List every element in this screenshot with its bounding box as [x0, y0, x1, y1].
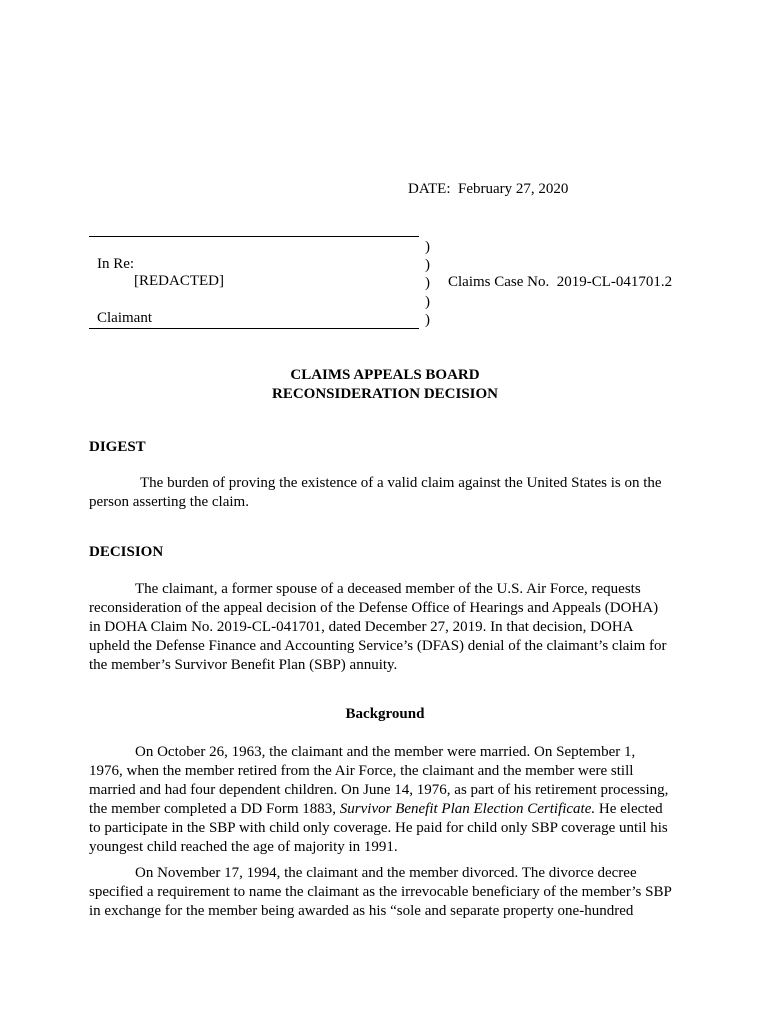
caption-top-rule [89, 236, 419, 237]
background-heading: Background [345, 706, 425, 722]
caption-paren: ) [425, 239, 430, 255]
caption-paren-column [425, 238, 437, 329]
party-role: Claimant [97, 310, 152, 326]
background-line: On October 26, 1963, the claimant and the member were married. On September 1, [135, 744, 636, 760]
background-line: 1976, when the member retired from the Air Force, the claimant and the member were still [89, 763, 634, 779]
case-label: Claims Case No. [448, 274, 550, 290]
line-text: He elected [595, 801, 663, 817]
line-text: the member completed a DD Form 1883, [89, 801, 340, 817]
caption-paren: ) [425, 275, 430, 292]
background-line: youngest child reached the age of majority in 1991. [89, 839, 398, 855]
digest-paragraph [89, 474, 689, 512]
form-title: Survivor Benefit Plan Election Certificate. [339, 801, 596, 817]
title-line-1: CLAIMS APPEALS BOARD [290, 367, 480, 383]
decision-paragraph [89, 580, 689, 675]
title-line-2: RECONSIDERATION DECISION [271, 386, 499, 402]
caption-paren: ) [425, 257, 430, 274]
decision-line: upheld the Defense Finance and Accounting Service’s (DFAS) denial of the claimant’s claim for [89, 638, 667, 654]
decision-date [408, 181, 568, 198]
background-paragraph-1 [89, 743, 689, 857]
digest-line: The burden of proving the existence of a valid claim against the United States is on the [140, 475, 662, 491]
claims-case-number [448, 274, 672, 291]
background-line: to participate in the SBP with child only coverage. He paid for child only SBP coverage until his [89, 820, 668, 836]
decision-heading: DECISION [89, 544, 164, 560]
decision-line: The claimant, a former spouse of a deceased member of the U.S. Air Force, requests [135, 581, 641, 597]
digest-heading: DIGEST [89, 439, 146, 455]
caption-paren: ) [425, 311, 430, 328]
in-re-label: In Re: [97, 256, 135, 272]
background-paragraph-2 [89, 864, 689, 921]
background-line: specified a requirement to name the claimant as the irrevocable beneficiary of the member’s SBP [89, 884, 672, 900]
caption-bottom-rule [89, 328, 419, 329]
decision-line: reconsideration of the appeal decision of the Defense Office of Hearings and Appeals (DOHA) [89, 600, 659, 616]
caption-paren: ) [425, 293, 430, 310]
background-line: married and had four dependent children. On June 14, 1976, as part of his retirement processing, [89, 782, 669, 798]
date-value: February 27, 2020 [458, 181, 569, 197]
date-label: DATE: [408, 181, 451, 197]
document-title [0, 366, 770, 404]
background-line: in exchange for the member being awarded as his “sole and separate property one-hundred [89, 903, 634, 919]
background-line: On November 17, 1994, the claimant and the member divorced. The divorce decree [135, 865, 637, 881]
party-name: [REDACTED] [134, 273, 224, 289]
decision-line: in DOHA Claim No. 2019-CL-041701, dated December 27, 2019. In that decision, DOHA [89, 619, 634, 635]
background-line [89, 800, 689, 819]
case-number-value: 2019-CL-041701.2 [556, 274, 673, 290]
decision-line: the member’s Survivor Benefit Plan (SBP) annuity. [89, 657, 398, 673]
digest-line: person asserting the claim. [89, 494, 249, 510]
